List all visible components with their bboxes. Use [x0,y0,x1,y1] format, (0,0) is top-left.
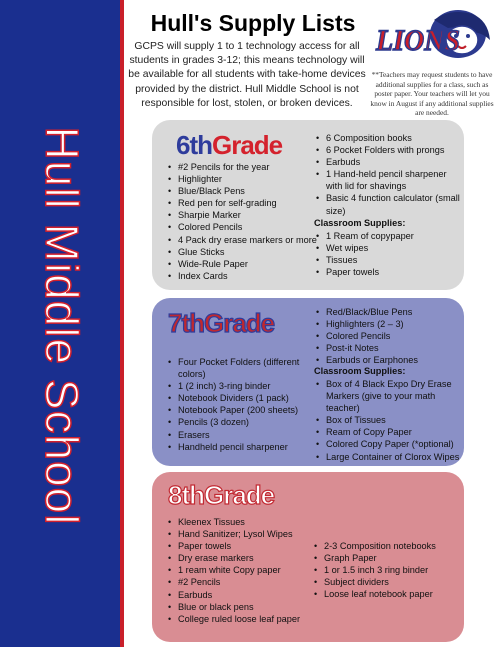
list-item: • Dry erase markers [168,552,318,564]
list-item: • 1 ream white Copy paper [168,564,318,576]
list-item: • Earbuds [168,589,318,601]
list-item: • Glue Sticks [168,246,318,258]
grade6-classroom-heading: Classroom Supplies: [314,218,406,228]
list-item: • 4 Pack dry erase markers or more [168,234,318,246]
lions-logo [372,6,496,68]
grade8-heading: 8thGrade [168,480,275,510]
teacher-note: **Teachers may request students to have additional supplies for a class, such as poster paper. Your teachers will let you know in August if any additional supplies are needed. [370,70,494,118]
list-item: • Hand Sanitizer; Lysol Wipes [168,528,318,540]
list-item: • Basic 4 function calculator (small size) [316,192,462,216]
grade6-left-list [168,161,318,282]
list-item: • College ruled loose leaf paper [168,613,318,625]
list-item: • Blue/Black Pens [168,185,318,197]
grade8-panel [152,472,464,642]
list-item: • Notebook Paper (200 sheets) [168,404,314,416]
list-item: • 2-3 Composition notebooks [314,540,462,552]
list-item: • Wide-Rule Paper [168,258,318,270]
grade7-left-list [168,356,314,453]
grade7-heading: 7thGrade [168,308,275,338]
list-item: • Index Cards [168,270,318,282]
list-item: • Paper towels [168,540,318,552]
list-item: • Post-it Notes [316,342,462,354]
list-item: • Colored Pencils [316,330,462,342]
grade8-left-list [168,516,318,625]
list-item: • #2 Pencils for the year [168,161,318,173]
list-item: • Erasers [168,429,314,441]
list-item: • Large Container of Clorox Wipes [316,451,462,463]
grade7-classroom-list [316,378,462,463]
list-item: • Blue or black pens [168,601,318,613]
side-banner-title: Hull Middle School [36,126,88,526]
grade6-right-list [316,132,462,217]
list-item: • 1 (2 inch) 3-ring binder [168,380,314,392]
list-item: • Box of 4 Black Expo Dry Erase Markers (give to your math teacher) [316,378,462,414]
grade8-right-list [314,540,462,600]
intro-paragraph: GCPS will supply 1 to 1 technology access for all students in grades 3-12; this means technology will be available for all students with take-home devices provided by the district. Hull Middle School is not responsible for lost, stolen, or broken devices. [128,41,366,109]
list-item: • Wet wipes [316,242,462,254]
list-item: • Red/Black/Blue Pens [316,306,462,318]
list-item: • Loose leaf notebook paper [314,588,462,600]
list-item: • #2 Pencils [168,576,318,588]
list-item: • Earbuds [316,156,462,168]
list-item: • 1 Ream of copypaper [316,230,462,242]
grade7-panel [152,298,464,466]
list-item: • Handheld pencil sharpener [168,441,314,453]
list-item: • Notebook Dividers (1 pack) [168,392,314,404]
list-item: • Red pen for self-grading [168,197,318,209]
list-item: • Ream of Copy Paper [316,426,462,438]
list-item: • Subject dividers [314,576,462,588]
list-item: • Box of Tissues [316,414,462,426]
list-item: • Kleenex Tissues [168,516,318,528]
list-item: • Sharpie Marker [168,209,318,221]
page-title: Hull's Supply Lists [150,10,356,36]
grade6-classroom-list [316,230,462,278]
list-item: • Tissues [316,254,462,266]
side-banner [0,0,124,647]
list-item: • Colored Copy Paper (*optional) [316,438,462,450]
grade7-right-list [316,306,462,366]
list-item: • Four Pocket Folders (different colors) [168,356,314,380]
list-item: • Colored Pencils [168,221,318,233]
grade6-heading: 6thGrade [176,130,283,160]
list-item: • Pencils (3 dozen) [168,416,314,428]
list-item: • Earbuds or Earphones [316,354,462,366]
list-item: • 1 Hand-held pencil sharpener with lid for shavings [316,168,462,192]
grade7-classroom-heading: Classroom Supplies: [314,366,406,376]
grade6-panel [152,120,464,290]
list-item: • Highlighter [168,173,318,185]
list-item: • Highlighters (2 – 3) [316,318,462,330]
list-item: • 6 Pocket Folders with prongs [316,144,462,156]
list-item: • 1 or 1.5 inch 3 ring binder [314,564,462,576]
list-item: • 6 Composition books [316,132,462,144]
list-item: • Graph Paper [314,552,462,564]
logo-wordmark: LIONS [375,24,460,57]
list-item: • Paper towels [316,266,462,278]
